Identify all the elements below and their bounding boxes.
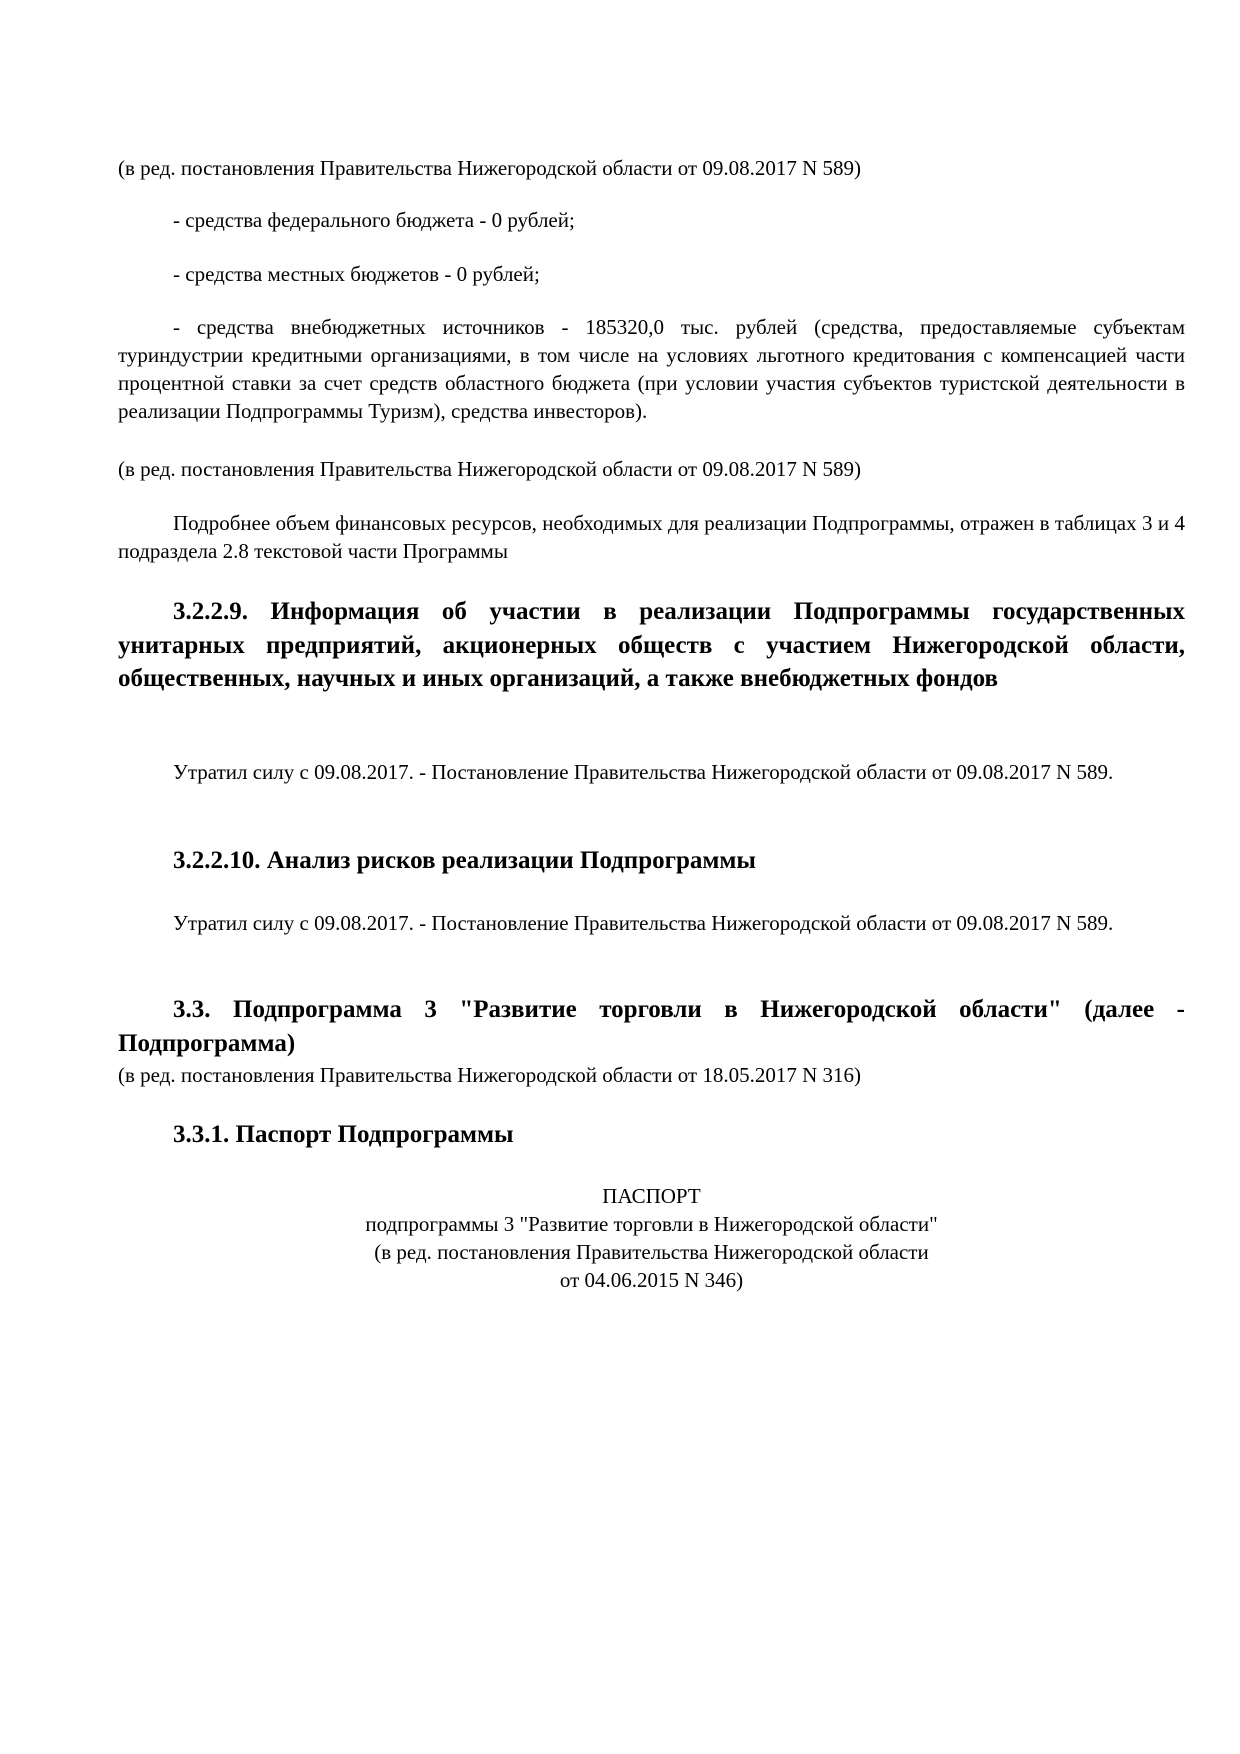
amendment-citation: (в ред. постановления Правительства Нижегородской области от 09.08.2017 N 589) (118, 156, 862, 180)
amendment-citation: (в ред. постановления Правительства Нижегородской области от 09.08.2017 N 589) (118, 457, 862, 481)
passport-amendment: (в ред. постановления Правительства Нижегородской области (374, 1240, 929, 1264)
extrabudgetary-item: - средства внебюджетных источников - 185320,0 тыс. рублей (средства, предоставляемые субъектам туриндустрии кредитными организациями, в том числе на условиях льготного кредитования с компенсацией части процентной ставки за счет средств областного бюджета (при условии участия субъектов туристской деятельности в реализации Подпрограммы Туризм), средства инвесторов). (118, 315, 1185, 423)
amendment-citation: (в ред. постановления Правительства Нижегородской области от 18.05.2017 N 316) (118, 1063, 862, 1087)
passport-amendment-date: от 04.06.2015 N 346) (559, 1268, 744, 1292)
section-heading-3-2-2-9: 3.2.2.9. Информация об участии в реализации Подпрограммы государственных унитарных предприятий, акционерных обществ с участием Нижегородской области, общественных, научных и иных организаций, а также внебюджетных фондов (118, 598, 1185, 692)
local-budget-item: - средства местных бюджетов - 0 рублей; (173, 262, 540, 286)
section-heading-3-3-1: 3.3.1. Паспорт Подпрограммы (173, 1121, 514, 1148)
details-paragraph: Подробнее объем финансовых ресурсов, необходимых для реализации Подпрограммы, отражен в таблицах 3 и 4 подраздела 2.8 текстовой части Программы (118, 511, 1185, 563)
passport-title: ПАСПОРТ (602, 1184, 701, 1208)
section-heading-3-2-2-10: 3.2.2.10. Анализ рисков реализации Подпрограммы (173, 847, 756, 874)
repealed-note: Утратил силу с 09.08.2017. - Постановление Правительства Нижегородской области от 09.08.2017 N 589. (173, 760, 1114, 784)
passport-header (118, 1182, 1185, 1294)
repealed-note: Утратил силу с 09.08.2017. - Постановление Правительства Нижегородской области от 09.08.2017 N 589. (173, 911, 1114, 935)
section-heading-3-3: 3.3. Подпрограмма 3 "Развитие торговли в Нижегородской области" (далее - Подпрограмма) (118, 996, 1185, 1057)
federal-budget-item: - средства федерального бюджета - 0 рублей; (173, 208, 575, 232)
passport-subtitle: подпрограммы 3 "Развитие торговли в Нижегородской области" (365, 1212, 938, 1236)
